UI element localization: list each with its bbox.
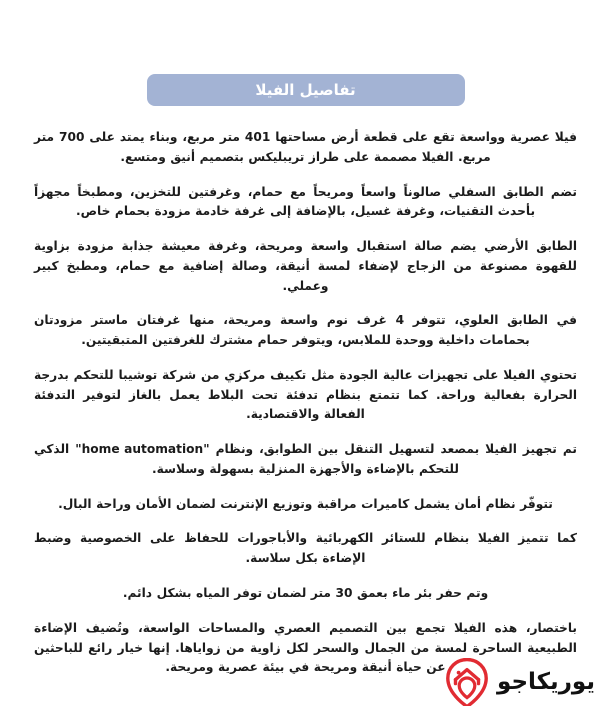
automation-text-before: تم تجهيز الفيلا بمصعد لتسهيل التنقل بين الطوابق، ونظام " (203, 442, 578, 457)
header-region (0, 0, 611, 106)
paragraph-upper-floor: في الطابق العلوي، تتوفر 4 غرف نوم واسعة ومريحة، منها غرفتان ماستر مزودتان بحمامات داخلية ووحدة للملابس، ويتوفر حمام مشترك للغرفتين المتبقيتين. (34, 313, 577, 348)
villa-details-banner (147, 74, 465, 106)
page-title: تفاصيل الفيلا (255, 80, 356, 99)
paragraph-ground-floor: الطابق الأرضي يضم صالة استقبال واسعة ومريحة، وغرفة معيشة جذابة مزودة بزاوية للقهوة مصنوعة من الزجاج لإضفاء لمسة أنيقة، وصالة إضافية مع حمام، ومطبخ كبير وعملي. (34, 239, 577, 293)
paragraph-curtains: كما تتميز الفيلا بنظام للستائر الكهربائية والأباجورات للحفاظ على الخصوصية وضبط الإضاءة بكل سلاسة. (34, 531, 577, 566)
automation-text-after: " الذكي للتحكم بالإضاءة والأجهزة المنزلية بسهولة وسلاسة. (34, 442, 459, 476)
paragraph-hvac: تحتوي الفيلا على تجهيزات عالية الجودة مثل تكييف مركزي من شركة توشيبا للتحكم بدرجة الحرارة بفعالية وراحة. كما تتمتع بنظام تدفئة تحت البلاط يعمل بالغاز لتوفير التدفئة الفعالة والاقتصادية. (34, 367, 577, 422)
paragraph-water-well: وتم حفر بئر ماء بعمق 30 متر لضمان توفر المياه بشكل دائم. (122, 586, 489, 601)
paragraph-security: تتوفّر نظام أمان يشمل كاميرات مراقبة وتوزيع الإنترنت لضمان الأمان وراحة البال. (58, 496, 553, 511)
paragraph-overview: فيلا عصرية وواسعة تقع على قطعة أرض مساحتها 401 متر مربع، وبناء يمتد على 700 متر مربع. الفيلا مصممة على طراز تريبليكس بتصميم أنيق ومتسع. (34, 130, 577, 164)
paragraph-elevator-automation (34, 440, 577, 480)
paragraph-summary: باختصار، هذه الفيلا تجمع بين التصميم العصري والمساحات الواسعة، وتُضيف الإضاءة الطبيعية الساحرة لمسة من الجمال والسحر لكل زاوية من زواياها. إنها خيار رائع للباحثين عن حياة أنيقة ومريحة في بيئة عصرية ومريحة. (34, 620, 577, 675)
villa-description-body (34, 106, 577, 678)
map-pin-house-icon (446, 658, 488, 706)
paragraph-lower-floor: تضم الطابق السفلي صالوناً واسعاً ومريحاً مع حمام، وغرفتين للتخزين، ومطبخاً مجهزاً بأحدث التقنيات، وغرفة غسيل، بالإضافة إلى غرفة خادمة مزودة بحمام خاص. (34, 184, 577, 219)
brand-name: يوريكاجو (497, 668, 595, 695)
brand-logo (446, 658, 595, 706)
home-automation-term: home automation (81, 442, 204, 457)
